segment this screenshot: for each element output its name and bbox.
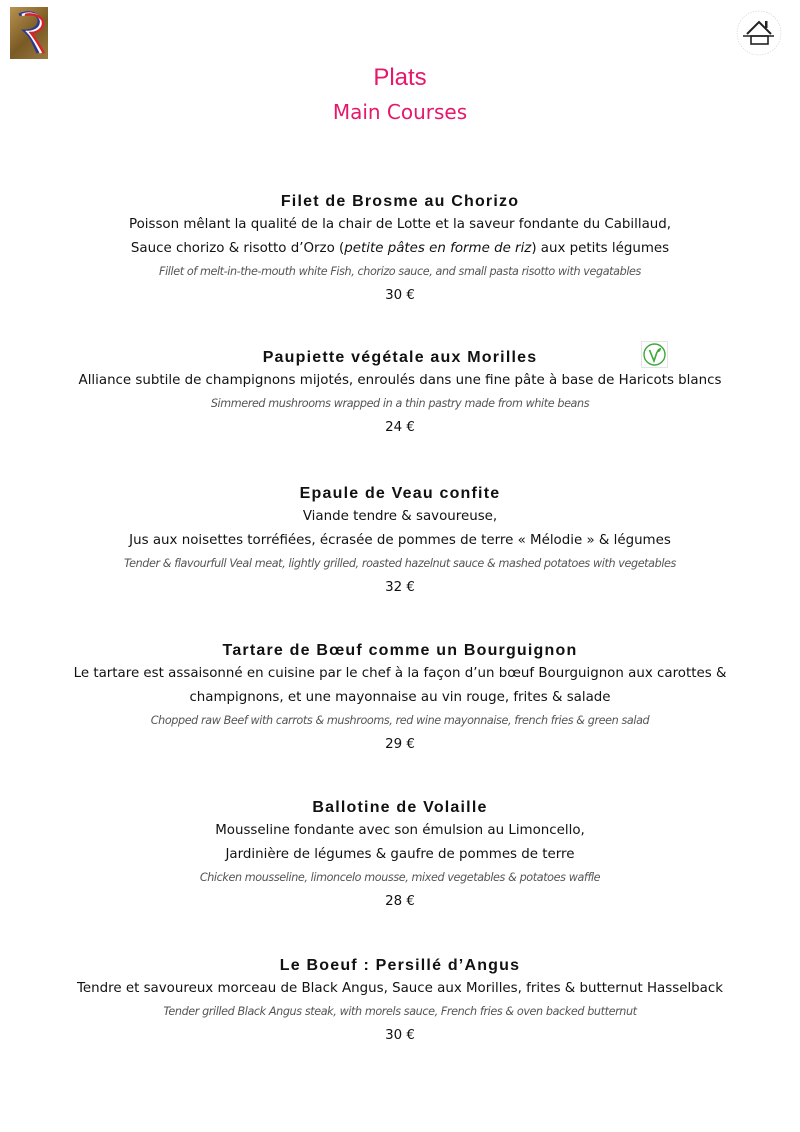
dish-price: 32 € — [385, 580, 415, 595]
dish-description: champignons, et une mayonnaise au vin rouge, frites & salade — [189, 690, 611, 705]
dish-price: 29 € — [385, 737, 415, 752]
dish-description: Tendre et savoureux morceau de Black Angus, Sauce aux Morilles, frites & butternut Hasselback — [77, 981, 723, 996]
vegan-v-leaf-icon — [641, 341, 668, 368]
dish-name: Ballotine de Volaille — [312, 799, 488, 816]
dish-english-description: Simmered mushrooms wrapped in a thin pastry made from white beans — [210, 397, 590, 410]
menu-item — [0, 797, 800, 915]
dish-name: Le Boeuf : Persillé d’Angus — [279, 957, 521, 974]
dish-price: 24 € — [385, 420, 415, 435]
dish-english-description: Chicken mousseline, limoncelo mousse, mixed vegetables & potatoes waffle — [199, 871, 601, 884]
dish-price: 30 € — [385, 1028, 415, 1043]
dish-description: Viande tendre & savoureuse, — [302, 509, 498, 524]
dish-price: 30 € — [385, 288, 415, 303]
tricolor-r-logo-icon — [10, 7, 48, 59]
dish-english-description: Fillet of melt-in-the-mouth white Fish, chorizo sauce, and small pasta risotto with vegatables — [159, 265, 641, 278]
dish-description: Jus aux noisettes torréfiées, écrasée de pommes de terre « Mélodie » & légumes — [129, 533, 671, 548]
dish-description: Le tartare est assaisonné en cuisine par le chef à la façon d’un bœuf Bourguignon aux carottes & — [73, 666, 727, 681]
dish-description: Alliance subtile de champignons mijotés, enroulés dans une fine pâte à base de Haricots blancs — [78, 373, 722, 388]
page-title: Plats — [373, 64, 427, 91]
dish-description: Mousseline fondante avec son émulsion au Limoncello, — [215, 823, 585, 838]
dish-english-description: Tender & flavourfull Veal meat, lightly grilled, roasted hazelnut sauce & mashed potatoes with vegetables — [124, 557, 676, 570]
dish-name: Paupiette végétale aux Morilles — [262, 349, 538, 366]
menu-item — [0, 640, 800, 758]
dish-price: 28 € — [385, 894, 415, 909]
page-subtitle: Main Courses — [332, 100, 468, 124]
dish-english-description: Tender grilled Black Angus steak, with morels sauce, French fries & oven backed butternut — [163, 1005, 637, 1018]
menu-item — [0, 191, 800, 309]
menu-item — [0, 955, 800, 1049]
dish-description: Sauce chorizo & risotto d’Orzo (petite pâtes en forme de riz) aux petits légumes — [130, 241, 670, 256]
menu-item — [0, 347, 800, 441]
menu-item — [0, 483, 800, 601]
dish-description: Jardinière de légumes & gaufre de pommes de terre — [225, 847, 575, 862]
dish-description: Poisson mêlant la qualité de la chair de Lotte et la saveur fondante du Cabillaud, — [128, 217, 672, 232]
dish-english-description: Chopped raw Beef with carrots & mushrooms, red wine mayonnaise, french fries & green salad — [150, 714, 650, 727]
fait-maison-house-logo-icon — [734, 8, 784, 58]
dish-name: Epaule de Veau confite — [299, 485, 501, 502]
dish-name: Tartare de Bœuf comme un Bourguignon — [222, 642, 578, 659]
dish-name: Filet de Brosme au Chorizo — [280, 193, 520, 210]
